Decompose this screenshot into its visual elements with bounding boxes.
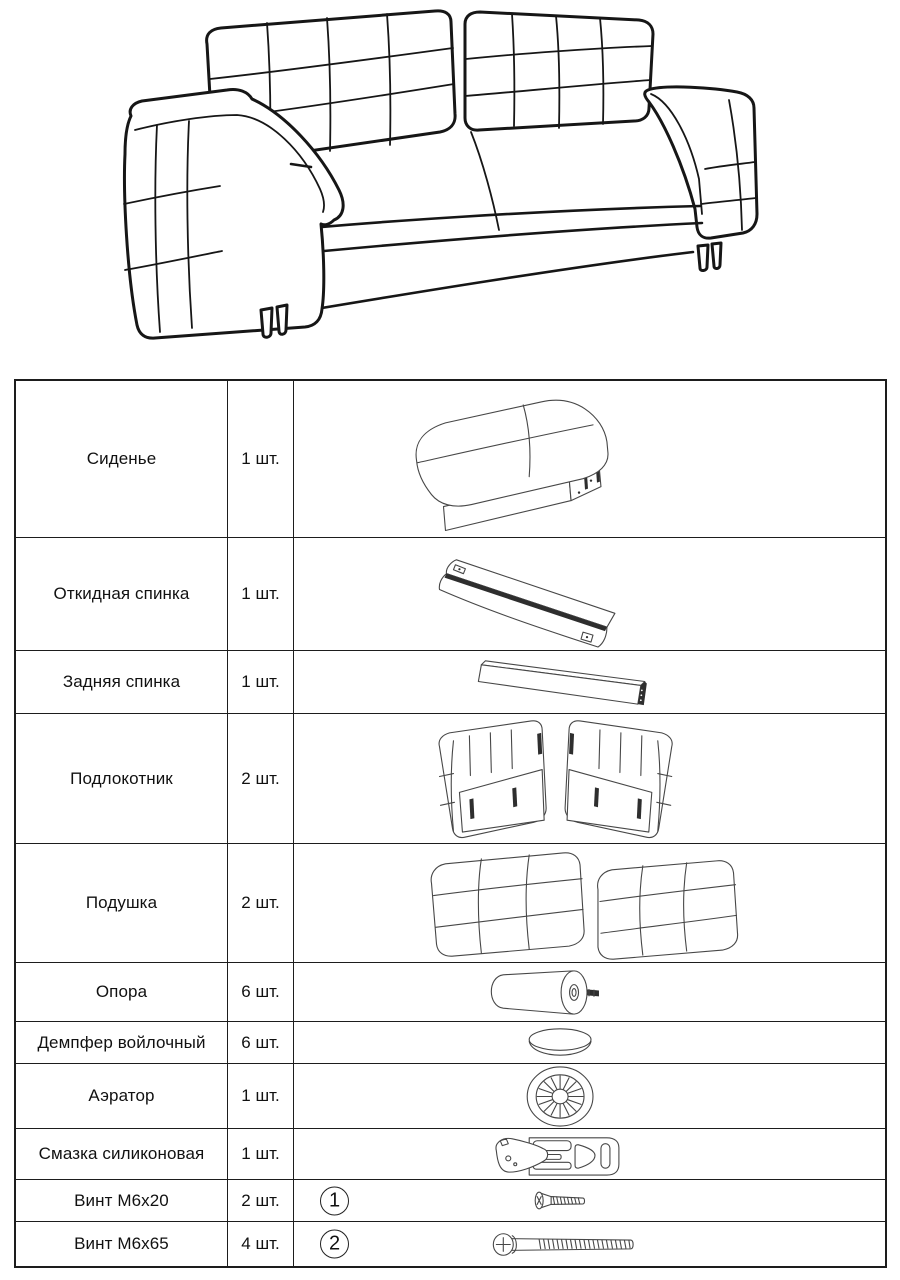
cushion-pair-drawing [294, 844, 885, 962]
table-row-leg [16, 962, 885, 1021]
part-qty: 2 шт. [228, 844, 294, 962]
part-name: Откидная спинка [16, 538, 228, 650]
part-image-cell [294, 1064, 885, 1128]
part-name: Подушка [16, 844, 228, 962]
armrest-pair-drawing [294, 714, 885, 843]
table-row-screw-m6x65 [16, 1221, 885, 1266]
silicone-grease-drawing [294, 1129, 885, 1179]
part-image-cell [294, 1222, 885, 1266]
rear-backrest-drawing [294, 651, 885, 713]
screw-m6x20-drawing [294, 1180, 885, 1221]
part-image-cell [294, 381, 885, 537]
part-name: Задняя спинка [16, 651, 228, 713]
part-name: Смазка силиконовая [16, 1129, 228, 1179]
table-row-aerator [16, 1063, 885, 1128]
part-name: Винт М6х65 [16, 1222, 228, 1266]
part-qty: 2 шт. [228, 714, 294, 843]
aerator-drawing [294, 1064, 885, 1128]
felt-damper-drawing [294, 1022, 885, 1063]
folding-backrest-drawing [294, 538, 885, 650]
part-qty: 2 шт. [228, 1180, 294, 1221]
part-image-cell [294, 538, 885, 650]
part-image-cell [294, 844, 885, 962]
part-name: Аэратор [16, 1064, 228, 1128]
parts-table [14, 379, 887, 1268]
part-qty: 1 шт. [228, 538, 294, 650]
table-row-screw-m6x20 [16, 1179, 885, 1221]
sofa-line-drawing [115, 4, 760, 350]
table-row-rear-backrest [16, 650, 885, 713]
step-marker-2: 2 [320, 1230, 349, 1259]
step-marker-1: 1 [320, 1186, 349, 1215]
part-qty: 1 шт. [228, 651, 294, 713]
part-name: Сиденье [16, 381, 228, 537]
seat-drawing [294, 381, 885, 537]
part-name: Опора [16, 963, 228, 1021]
table-row-seat [16, 381, 885, 537]
table-row-folding-backrest [16, 537, 885, 650]
part-image-cell [294, 963, 885, 1021]
part-image-cell [294, 1180, 885, 1221]
part-qty: 1 шт. [228, 1129, 294, 1179]
part-qty: 1 шт. [228, 381, 294, 537]
part-name: Винт М6х20 [16, 1180, 228, 1221]
sofa-illustration [115, 4, 760, 350]
part-qty: 6 шт. [228, 963, 294, 1021]
screw-m6x65-drawing [294, 1222, 885, 1266]
table-row-silicone-grease [16, 1128, 885, 1179]
part-qty: 1 шт. [228, 1064, 294, 1128]
table-row-cushion [16, 843, 885, 962]
part-name: Подлокотник [16, 714, 228, 843]
part-name: Демпфер войлочный [16, 1022, 228, 1063]
part-image-cell [294, 1022, 885, 1063]
part-image-cell [294, 1129, 885, 1179]
part-image-cell [294, 651, 885, 713]
part-qty: 6 шт. [228, 1022, 294, 1063]
table-row-armrest [16, 713, 885, 843]
part-image-cell [294, 714, 885, 843]
part-qty: 4 шт. [228, 1222, 294, 1266]
leg-drawing [294, 963, 885, 1021]
table-row-felt-damper [16, 1021, 885, 1063]
